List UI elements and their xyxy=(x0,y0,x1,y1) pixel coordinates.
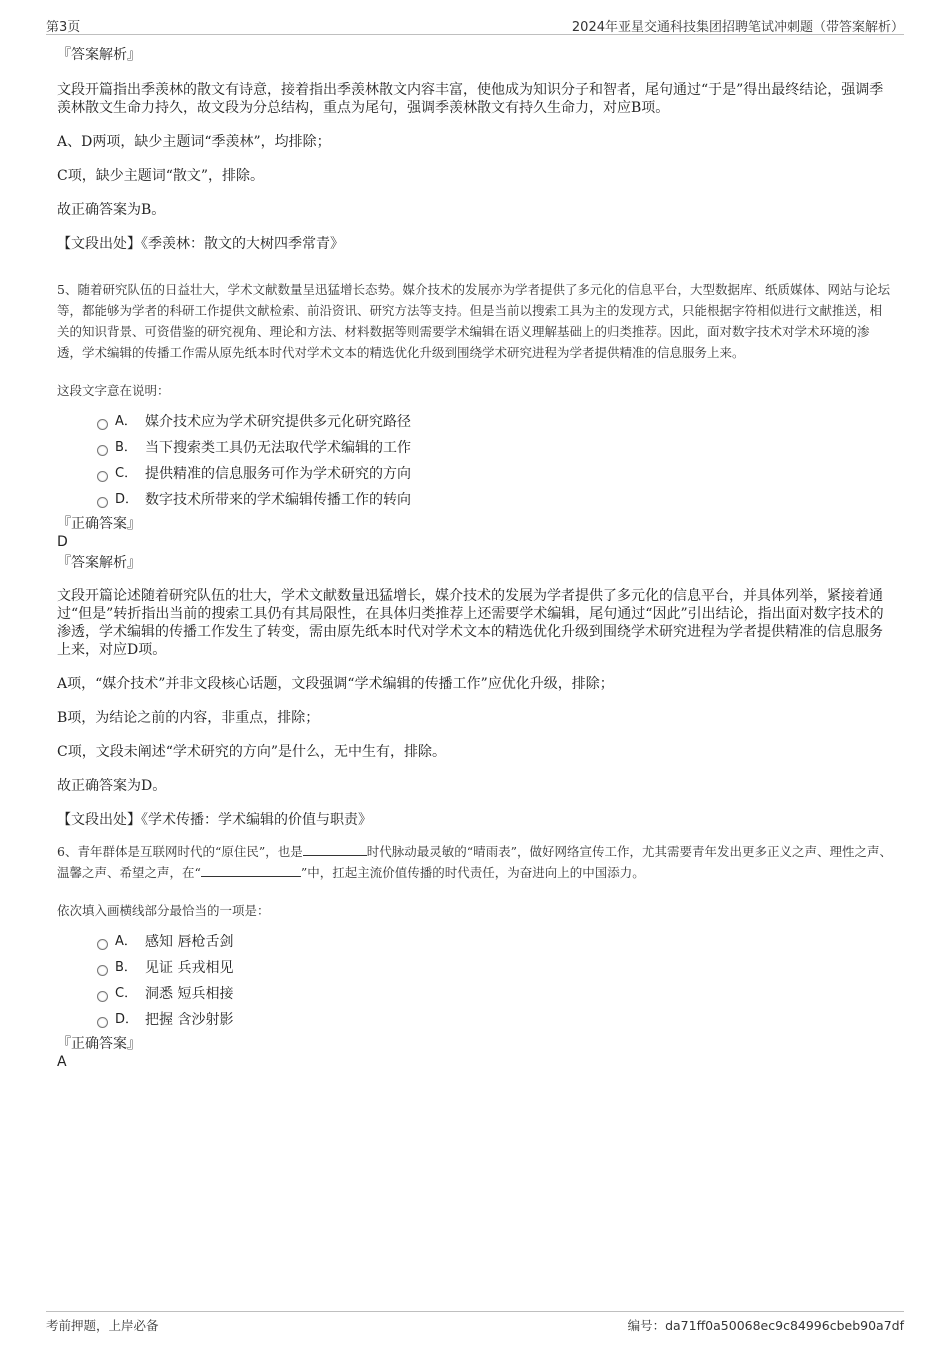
fill-blank xyxy=(201,864,301,877)
radio-icon[interactable] xyxy=(97,471,108,482)
analysis-note: A、D两项，缺少主题词“季羡林”，均排除； xyxy=(57,134,331,150)
analysis-label: 『答案解析』 xyxy=(57,555,141,571)
option-list xyxy=(57,929,893,1033)
radio-icon[interactable] xyxy=(97,1017,108,1028)
radio-icon[interactable] xyxy=(97,497,108,508)
analysis-note: 故正确答案为B。 xyxy=(57,202,166,218)
analysis-text: 文段开篇指出季羡林的散文有诗意，接着指出季羡林散文内容丰富，使他成为知识分子和智者，尾句通过“于是”得出最终结论，强调季羡林散文生命力持久，故文段为分总结构，重点为尾句，强调季羡林散文有持久生命力，对应B项。 xyxy=(57,82,884,116)
answer-label: 『正确答案』 xyxy=(57,516,141,532)
option-a[interactable]: A． 感知 唇枪舌剑 xyxy=(57,929,893,955)
option-list xyxy=(57,409,893,513)
radio-icon[interactable] xyxy=(97,965,108,976)
option-d[interactable]: D． 数字技术所带来的学术编辑传播工作的转向 xyxy=(57,487,893,513)
analysis-label: 『答案解析』 xyxy=(57,47,141,63)
analysis-note: C项，文段未阐述“学术研究的方向”是什么，无中生有，排除。 xyxy=(57,744,447,760)
option-d[interactable]: D． 把握 含沙射影 xyxy=(57,1007,893,1033)
page-header xyxy=(46,14,904,35)
radio-icon[interactable] xyxy=(97,991,108,1002)
option-c[interactable]: C． 提供精准的信息服务可作为学术研究的方向 xyxy=(57,461,893,487)
source-citation: 【文段出处】《学术传播：学术编辑的价值与职责》 xyxy=(57,812,372,828)
question-prompt: 依次填入画横线部分最恰当的一项是： xyxy=(57,903,270,918)
source-citation: 【文段出处】《季羡林：散文的大树四季常青》 xyxy=(57,236,344,252)
analysis-note: 故正确答案为D。 xyxy=(57,778,167,794)
analysis-note: A项，“媒介技术”并非文段核心话题，文段强调“学术编辑的传播工作”应优化升级，排除； xyxy=(57,676,614,692)
document-title: 2024年亚星交通科技集团招聘笔试冲刺题（带答案解析） xyxy=(571,20,904,35)
radio-icon[interactable] xyxy=(97,419,108,430)
answer-value: D xyxy=(57,534,68,550)
option-b[interactable]: B． 当下搜索类工具仍无法取代学术编辑的工作 xyxy=(57,435,893,461)
question-prompt: 这段文字意在说明： xyxy=(57,383,170,398)
page-footer xyxy=(46,1311,904,1334)
question-stem: 5、随着研究队伍的日益壮大，学术文献数量呈迅猛增长态势。媒介技术的发展亦为学者提供了多元化的信息平台，大型数据库、纸质媒体、网站与论坛等，都能够为学者的科研工作提供文献检索、前沿资讯、研究方法等支持。但是当前以搜索工具为主的发现方式，只能根据字符相似进行文献推送，相关的知识背景、可资借鉴的研究视角、理论和方法、材料数据等则需要学术编辑在语义理解基础上的归类推荐。因此，面对数字技术对学术环境的渗透，学术编辑的传播工作需从原先纸本时代对学术文本的精选优化升级到围绕学术研究进程为学者提供精准的信息服务上来。 xyxy=(57,282,890,360)
footer-slogan: 考前押题，上岸必备 xyxy=(46,1318,159,1333)
document-code: 编号：da71ff0a50068ec9c84996cbeb90a7df xyxy=(627,1318,904,1333)
option-b[interactable]: B． 见证 兵戎相见 xyxy=(57,955,893,981)
option-a[interactable]: A． 媒介技术应为学术研究提供多元化研究路径 xyxy=(57,409,893,435)
answer-label: 『正确答案』 xyxy=(57,1036,141,1052)
answer-value: A xyxy=(57,1054,67,1070)
page-number: 第3页 xyxy=(46,20,81,35)
question-stem: 6、青年群体是互联网时代的“原住民”，也是 时代脉动最灵敏的“晴雨表”，做好网络宣传工作，尤其需要青年发出更多正义之声、理性之声、温馨之声、希望之声，在“ ”中，扛起主流价值传播的时代责任，为奋进向上的中国添力。 xyxy=(57,844,893,880)
page-content xyxy=(57,44,893,1071)
fill-blank xyxy=(303,843,367,856)
analysis-note: B项，为结论之前的内容，非重点，排除； xyxy=(57,710,320,726)
analysis-note: C项，缺少主题词“散文”，排除。 xyxy=(57,168,265,184)
analysis-text: 文段开篇论述随着研究队伍的壮大，学术文献数量迅猛增长，媒介技术的发展为学者提供了多元化的信息平台，并具体列举，紧接着通过“但是”转折指出当前的搜索工具仍有其局限性，在具体归类推荐上还需要学术编辑，尾句通过“因此”引出结论，指出面对数字技术的渗透，学术编辑的传播工作发生了转变，需由原先纸本时代对学术文本的精选优化升级到围绕学术研究进程为学者提供精准的信息服务上来，对应D项。 xyxy=(57,588,884,658)
radio-icon[interactable] xyxy=(97,939,108,950)
radio-icon[interactable] xyxy=(97,445,108,456)
option-c[interactable]: C． 洞悉 短兵相接 xyxy=(57,981,893,1007)
